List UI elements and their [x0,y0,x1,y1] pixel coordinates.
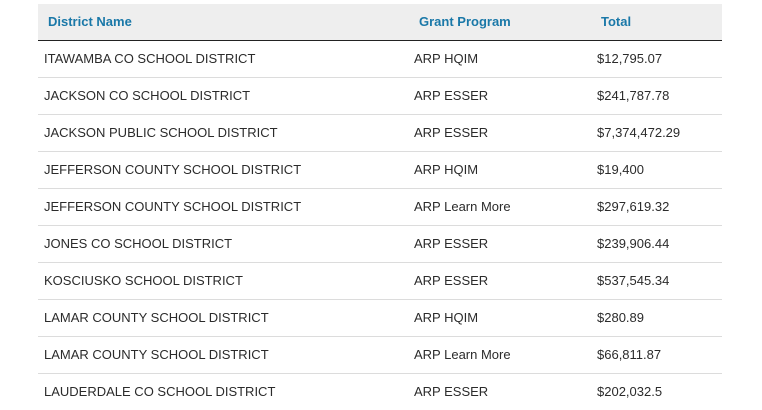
cell-district-name: LAMAR COUNTY SCHOOL DISTRICT [44,347,269,362]
cell-total: $19,400 [597,162,644,177]
cell-total: $280.89 [597,310,644,325]
cell-district-name: JEFFERSON COUNTY SCHOOL DISTRICT [44,162,302,177]
cell-total: $297,619.32 [597,199,670,214]
cell-grant-program: ARP HQIM [414,51,479,66]
column-header-total[interactable]: Total [591,4,722,40]
table-row [38,225,722,262]
cell-grant-program: ARP ESSER [414,125,489,140]
cell-total: $66,811.87 [597,347,662,362]
cell-grant-program: ARP ESSER [414,88,489,103]
cell-district-name: JACKSON CO SCHOOL DISTRICT [44,88,251,103]
table-body [38,40,722,410]
grants-table [38,4,722,410]
cell-grant-program: ARP Learn More [414,347,511,362]
cell-total: $239,906.44 [597,236,670,251]
table-row [38,336,722,373]
table-row [38,77,722,114]
table-row [38,262,722,299]
cell-total: $537,545.34 [597,273,670,288]
cell-total: $12,795.07 [597,51,663,66]
table-row [38,40,722,77]
table-row [38,188,722,225]
cell-district-name: JEFFERSON COUNTY SCHOOL DISTRICT [44,199,302,214]
cell-grant-program: ARP HQIM [414,310,479,325]
cell-district-name: JONES CO SCHOOL DISTRICT [44,236,233,251]
cell-district-name: LAUDERDALE CO SCHOOL DISTRICT [44,384,276,399]
table-row [38,151,722,188]
cell-grant-program: ARP Learn More [414,199,511,214]
table-row [38,299,722,336]
table-row [38,114,722,151]
table-row [38,373,722,410]
cell-grant-program: ARP ESSER [414,384,489,399]
table-header [38,4,722,40]
cell-district-name: KOSCIUSKO SCHOOL DISTRICT [44,273,243,288]
cell-total: $241,787.78 [597,88,670,103]
cell-total: $202,032.5 [597,384,663,399]
cell-total: $7,374,472.29 [597,125,681,140]
column-header-grant-program[interactable]: Grant Program [409,4,591,40]
cell-district-name: LAMAR COUNTY SCHOOL DISTRICT [44,310,269,325]
cell-grant-program: ARP ESSER [414,236,489,251]
cell-district-name: ITAWAMBA CO SCHOOL DISTRICT [44,51,256,66]
cell-grant-program: ARP ESSER [414,273,489,288]
grants-table-container [38,4,722,410]
cell-grant-program: ARP HQIM [414,162,479,177]
column-header-district-name[interactable]: District Name [38,4,409,40]
table-header-row [38,4,722,40]
cell-district-name: JACKSON PUBLIC SCHOOL DISTRICT [44,125,278,140]
